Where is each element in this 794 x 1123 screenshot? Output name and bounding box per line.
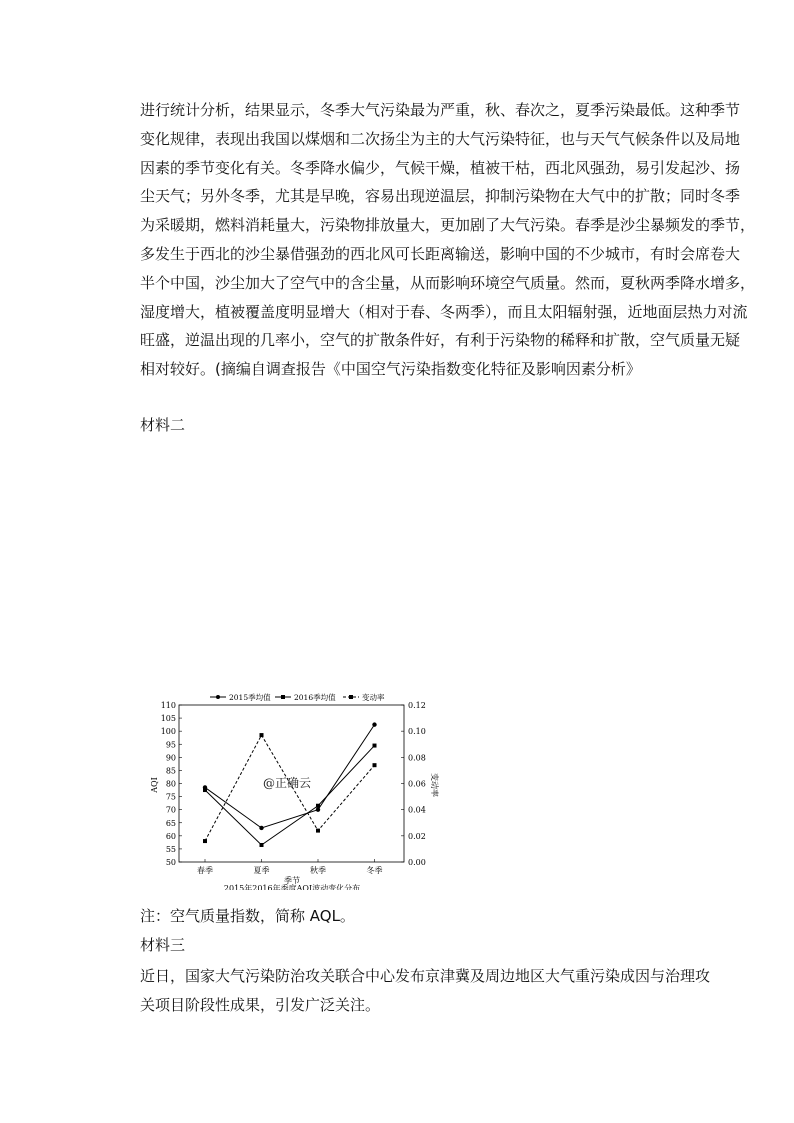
text-line: 多发生于西北的沙尘暴借强劲的西北风可长距离输送，影响中国的不少城市，有时会席卷大 — [140, 244, 741, 263]
data-point — [260, 733, 264, 737]
aqi-chart-svg — [140, 690, 452, 890]
text-line: 近日，国家大气污染防治攻关联合中心发布京津冀及周边地区大气重污染成因与治理攻 — [140, 967, 711, 985]
text-line: 为采暖期，燃料消耗量大，污染物排放量大，更加剧了大气污染。春季是沙尘暴频发的季节， — [140, 216, 756, 235]
data-point — [373, 763, 377, 767]
text-line: 关项目阶段性成果，引发广泛关注。 — [140, 995, 381, 1014]
x-tick-label: 秋季 — [310, 866, 326, 875]
data-point — [316, 804, 320, 808]
y-tick-label: 75 — [165, 792, 176, 802]
material2-heading: 材料二 — [140, 416, 186, 434]
text-line: 湿度增大，植被覆盖度明显增大（相对于春、冬两季），而且太阳辐射强，近地面层热力对流 — [140, 302, 748, 321]
y-axis-label: AQI — [150, 777, 159, 793]
y-tick-label: 50 — [165, 858, 176, 867]
material3-heading: 材料三 — [140, 936, 186, 954]
y-tick-label: 105 — [160, 714, 176, 724]
legend-marker — [349, 695, 353, 699]
x-tick-label: 夏季 — [253, 866, 270, 875]
text-line: 半个中国，沙尘加大了空气中的含尘量，从而影响环境空气质量。然而，夏秋两季降水增多， — [140, 273, 756, 292]
y-tick-label: 70 — [165, 805, 176, 815]
y-tick-label: 100 — [160, 727, 176, 737]
series-line — [205, 746, 375, 845]
x-axis-label: 季节 — [284, 876, 300, 885]
text-line: 变化规律，表现出我国以煤烟和二次扬尘为主的大气污染特征，也与天气气候条件以及局地 — [140, 129, 741, 148]
data-point — [316, 807, 320, 811]
y-tick-label: 80 — [165, 779, 176, 789]
legend-label: 2016季均值 — [294, 693, 336, 702]
y-tick-label: 85 — [165, 766, 176, 776]
chart-title: 2015年2016年季度AQI波动变化分布 — [223, 884, 361, 890]
y2-axis-label: 变动率 — [430, 773, 439, 797]
text-line: 相对较好。(摘编自调查报告《中国空气污染指数变化特征及影响因素分析》 — [140, 360, 641, 379]
text-line: 因素的季节变化有关。冬季降水偏少，气候干燥，植被干枯，西北风强劲，易引发起沙、扬 — [140, 158, 741, 177]
watermark-text: @正确云 — [263, 776, 312, 790]
legend-marker — [281, 695, 285, 699]
y-tick-label: 65 — [165, 818, 176, 828]
x-tick-label: 春季 — [197, 866, 213, 875]
legend-label: 变动率 — [362, 693, 385, 702]
y2-tick-label: 0.10 — [408, 727, 426, 737]
material3-paragraph — [140, 962, 711, 1020]
y-tick-label: 55 — [165, 844, 176, 854]
x-tick-label: 冬季 — [366, 866, 383, 875]
data-point — [259, 826, 263, 830]
data-point — [203, 788, 207, 792]
legend-label: 2015季均值 — [229, 693, 271, 702]
aqi-chart — [140, 690, 452, 890]
y-tick-label: 95 — [165, 740, 176, 750]
y-tick-label: 60 — [165, 831, 176, 841]
y2-tick-label: 0.02 — [408, 831, 426, 841]
text-line: 旺盛，逆温出现的几率小，空气的扩散条件好，有利于污染物的稀释和扩散，空气质量无疑 — [140, 331, 741, 350]
intro-paragraph — [140, 96, 756, 384]
y2-tick-label: 0.00 — [408, 858, 426, 867]
data-point — [203, 839, 207, 843]
y2-tick-label: 0.12 — [408, 701, 426, 710]
text-line: 进行统计分析，结果显示，冬季大气污染最为严重，秋、春次之，夏季污染最低。这种季节 — [140, 101, 741, 119]
y2-tick-label: 0.06 — [408, 779, 426, 789]
text-line: 尘天气；另外冬季，尤其是早晚，容易出现逆温层，抑制污染物在大气中的扩散；同时冬季 — [140, 187, 741, 206]
y-tick-label: 110 — [160, 701, 176, 710]
data-point — [316, 829, 320, 833]
data-point — [260, 843, 264, 847]
y2-tick-label: 0.04 — [408, 805, 426, 815]
data-point — [372, 722, 376, 726]
legend-marker — [216, 695, 220, 699]
y2-tick-label: 0.08 — [408, 753, 426, 763]
y-tick-label: 90 — [165, 753, 176, 763]
data-point — [373, 744, 377, 748]
note-text: 注：空气质量指数，简称 AQL。 — [140, 907, 355, 925]
